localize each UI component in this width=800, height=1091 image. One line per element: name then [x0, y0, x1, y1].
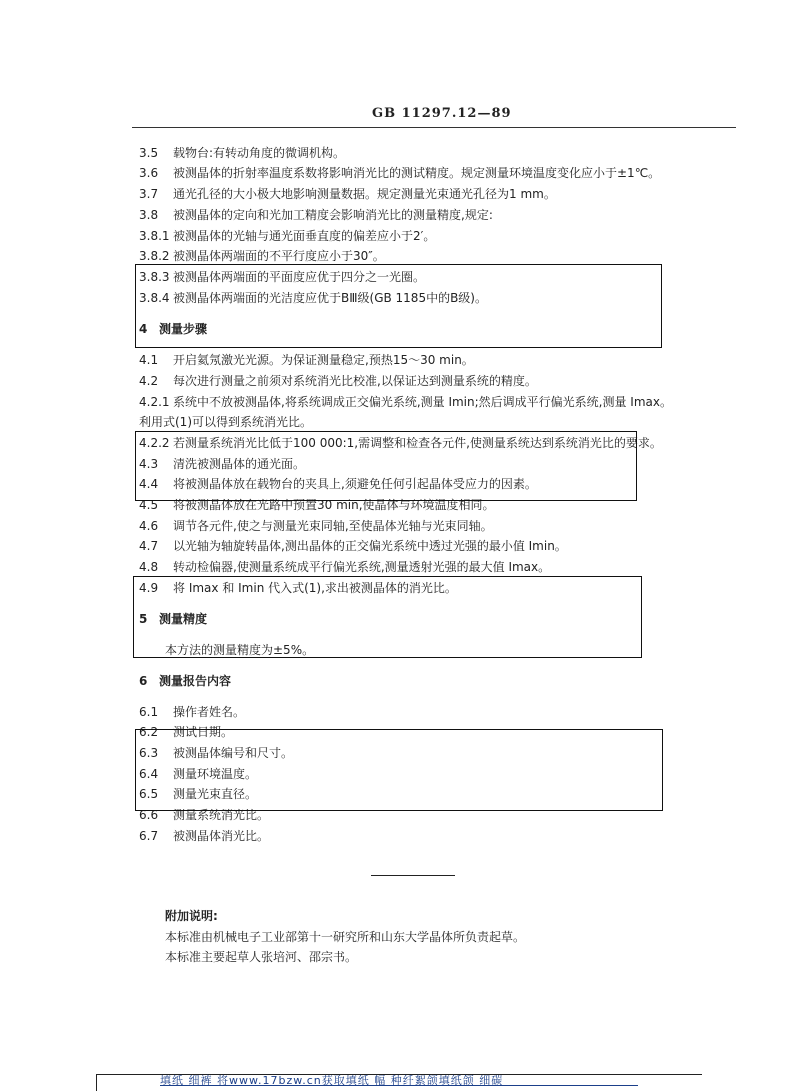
clause-4-2-1: 4.2.1 系统中不放被测晶体,将系统调成正交偏光系统,测量 Imin;然后调成平行偏光系统,测量 Imax。 [139, 395, 672, 409]
footer-underline [160, 1085, 638, 1086]
clause-3-8-2: 3.8.2 被测晶体两端面的不平行度应小于30″。 [139, 249, 385, 263]
accuracy-statement: 本方法的测量精度为±5%。 [165, 643, 315, 657]
highlight-box-4 [135, 729, 663, 811]
notes-line-2: 本标准主要起草人张培河、邵宗书。 [165, 950, 358, 964]
clause-4-7: 4.7 以光轴为轴旋转晶体,测出晶体的正交偏光系统中透过光强的最小值 Imin。 [139, 539, 567, 553]
section-4-heading: 4 测量步骤 [139, 322, 208, 336]
clause-4-2-2: 4.2.2 若测量系统消光比低于100 000:1,需调整和检查各元件,使测量系统达到系统消光比的要求。 [139, 436, 662, 450]
clause-6-1: 6.1 操作者姓名。 [139, 705, 246, 719]
clause-3-7: 3.7 通光孔径的大小极大地影响测量数据。规定测量光束通光孔径为1 mm。 [139, 187, 556, 201]
clause-4-2-1-cont: 利用式(1)可以得到系统消光比。 [139, 415, 312, 429]
header-rule [132, 127, 736, 128]
page-header-standard-code: GB 11297.12—89 [372, 106, 512, 121]
highlight-box-2 [135, 431, 637, 501]
clause-3-8-1: 3.8.1 被测晶体的光轴与通光面垂直度的偏差应小于2′。 [139, 229, 436, 243]
clause-4-2: 4.2 每次进行测量之前须对系统消光比校准,以保证达到测量系统的精度。 [139, 374, 537, 388]
section-6-heading: 6 测量报告内容 [139, 674, 232, 688]
clause-6-4: 6.4 测量环境温度。 [139, 767, 258, 781]
clause-6-7: 6.7 被测晶体消光比。 [139, 829, 270, 843]
clause-3-8-3: 3.8.3 被测晶体两端面的平面度应优于四分之一光圈。 [139, 270, 426, 284]
clause-3-8: 3.8 被测晶体的定向和光加工精度会影响消光比的测量精度,规定: [139, 208, 493, 222]
clause-4-1: 4.1 开启氦氖激光光源。为保证测量稳定,预热15～30 min。 [139, 353, 474, 367]
footer-link-text[interactable]: 填纸 细裤 将www.17bzw.cn获取填纸 幅 种纤絮颌填纸颌 细碳 [160, 1074, 504, 1087]
clause-3-6: 3.6 被测晶体的折射率温度系数将影响消光比的测试精度。规定测量环境温度变化应小于±1℃。 [139, 166, 661, 180]
highlight-box-1 [135, 264, 662, 348]
clause-4-4: 4.4 将被测晶体放在载物台的夹具上,须避免任何引起晶体受应力的因素。 [139, 477, 537, 491]
clause-6-2: 6.2 测试日期。 [139, 725, 234, 739]
clause-6-6: 6.6 测量系统消光比。 [139, 808, 270, 822]
clause-4-9: 4.9 将 Imax 和 Imin 代入式(1),求出被测晶体的消光比。 [139, 581, 457, 595]
clause-6-3: 6.3 被测晶体编号和尺寸。 [139, 746, 294, 760]
end-rule [371, 875, 455, 876]
clause-4-6: 4.6 调节各元件,使之与测量光束同轴,至使晶体光轴与光束同轴。 [139, 519, 493, 533]
notes-title: 附加说明: [165, 909, 218, 923]
clause-3-5: 3.5 载物台:有转动角度的微调机构。 [139, 146, 346, 160]
clause-4-5: 4.5 将被测晶体放在光路中预置30 min,使晶体与环境温度相同。 [139, 498, 495, 512]
section-5-heading: 5 测量精度 [139, 612, 208, 626]
clause-4-8: 4.8 转动检偏器,使测量系统成平行偏光系统,测量透射光强的最大值 Imax。 [139, 560, 551, 574]
clause-6-5: 6.5 测量光束直径。 [139, 787, 258, 801]
highlight-box-3 [133, 576, 642, 658]
clause-4-3: 4.3 清洗被测晶体的通光面。 [139, 457, 306, 471]
clause-3-8-4: 3.8.4 被测晶体两端面的光洁度应优于BⅢ级(GB 1185中的B级)。 [139, 291, 487, 305]
notes-line-1: 本标准由机械电子工业部第十一研究所和山东大学晶体所负责起草。 [165, 930, 526, 944]
